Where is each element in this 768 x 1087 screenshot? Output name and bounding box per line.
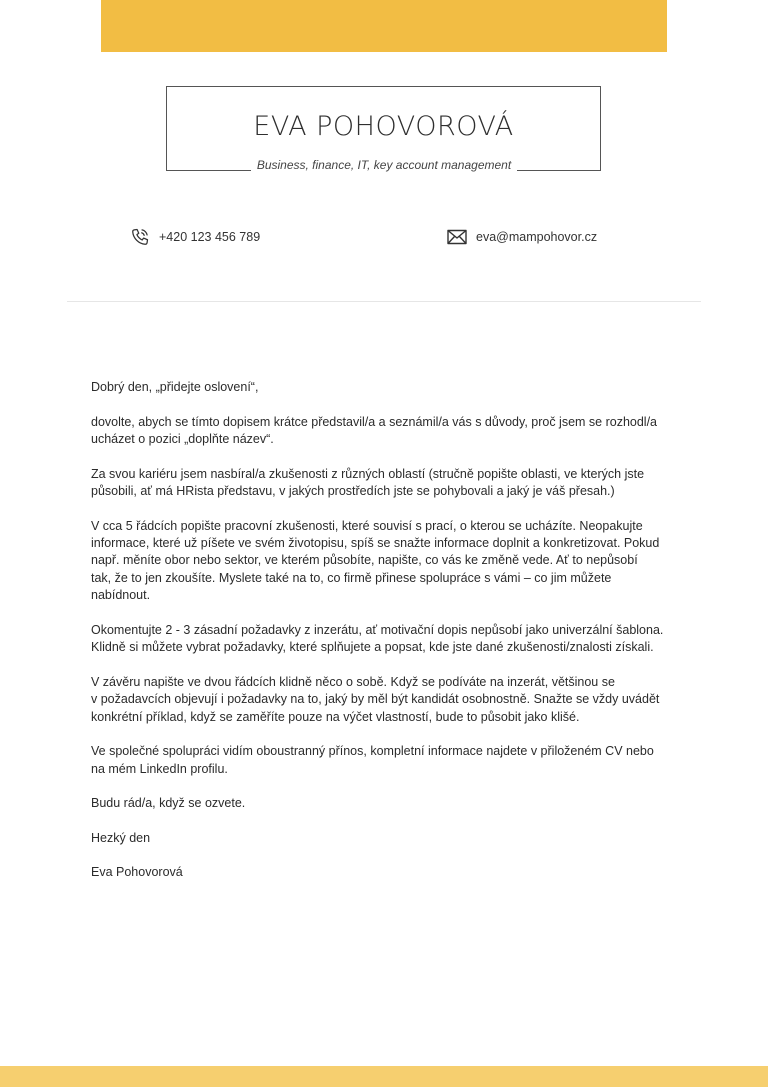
letter-paragraph-conclusion: Ve společné spolupráci vidím oboustranný přínos, kompletní informace najdete v přiloženém CV nebo na mém LinkedIn profilu.: [91, 744, 654, 776]
letter-paragraph-personal: V závěru napište ve dvou řádcích klidně něco o sobě. Když se podíváte na inzerát, většinou se v požadavcích objevují i požadavky na to, jaký by měl být kandidát osobnostně. Snažte se vždy uvádět konkrétní příklad, když se zaměříte pouze na výčet vlastností, bude to působit jako klišé.: [91, 674, 660, 724]
phone-number: +420 123 456 789: [159, 230, 261, 244]
top-accent-bar: [101, 0, 667, 52]
phone-icon: [130, 227, 150, 247]
letter-body: [91, 379, 691, 899]
letter-greeting: Dobrý den, „přidejte oslovení“,: [91, 380, 259, 394]
letter-signature: Eva Pohovorová: [91, 865, 183, 880]
phone-contact: [130, 227, 260, 247]
professional-subtitle: Business, finance, IT, key account management: [251, 158, 517, 172]
applicant-name: EVA POHOVOROVÁ: [253, 111, 514, 142]
letter-paragraph-requirements: Okomentujte 2 - 3 zásadní požadavky z inzerátu, ať motivační dopis nepůsobí jako univerzální šablona. Klidně si můžete vybrat požadavky, které splňujete a popsat, kde jste dané zkušenosti/znalosti získali.: [91, 622, 664, 655]
subtitle-wrapper: [0, 158, 768, 172]
header-divider: [67, 301, 701, 302]
letter-farewell: Hezký den: [91, 830, 151, 845]
letter-paragraph-career: Za svou kariéru jsem nasbíral/a zkušenosti z různých oblastí (stručně popište oblasti, ve kterých jste působili, ať má HRista představu, v jakých prostředích jste se pohybovali a jaký je váš přesah.): [91, 466, 645, 498]
bottom-accent-bar: [0, 1066, 768, 1087]
email-contact: [447, 227, 597, 247]
letter-paragraph-intro: dovolte, abych se tímto dopisem krátce představil/a a seznámil/a vás s důvody, proč jsem se rozhodl/a ucházet o pozici „doplňte název“.: [91, 414, 658, 446]
envelope-icon: [447, 229, 467, 245]
letter-paragraph-experience: V cca 5 řádcích popište pracovní zkušenosti, které souvisí s prací, o kterou se ucházíte. Neopakujte informace, které už píšete ve svém životopisu, spíš se snažte informace doplnit a konkretizovat. Pokud např. měníte obor nebo sektor, ve kterém působíte, napište, co vás ke změně vede. Ať to nepůsobí tak, že to jen zkoušíte. Myslete také na to, co firmě přinese spolupráce s vámi – co jim můžete nabídnout.: [91, 518, 660, 603]
letter-closing: Budu rád/a, když se ozvete.: [91, 796, 246, 811]
email-address: eva@mampohovor.cz: [476, 230, 598, 244]
